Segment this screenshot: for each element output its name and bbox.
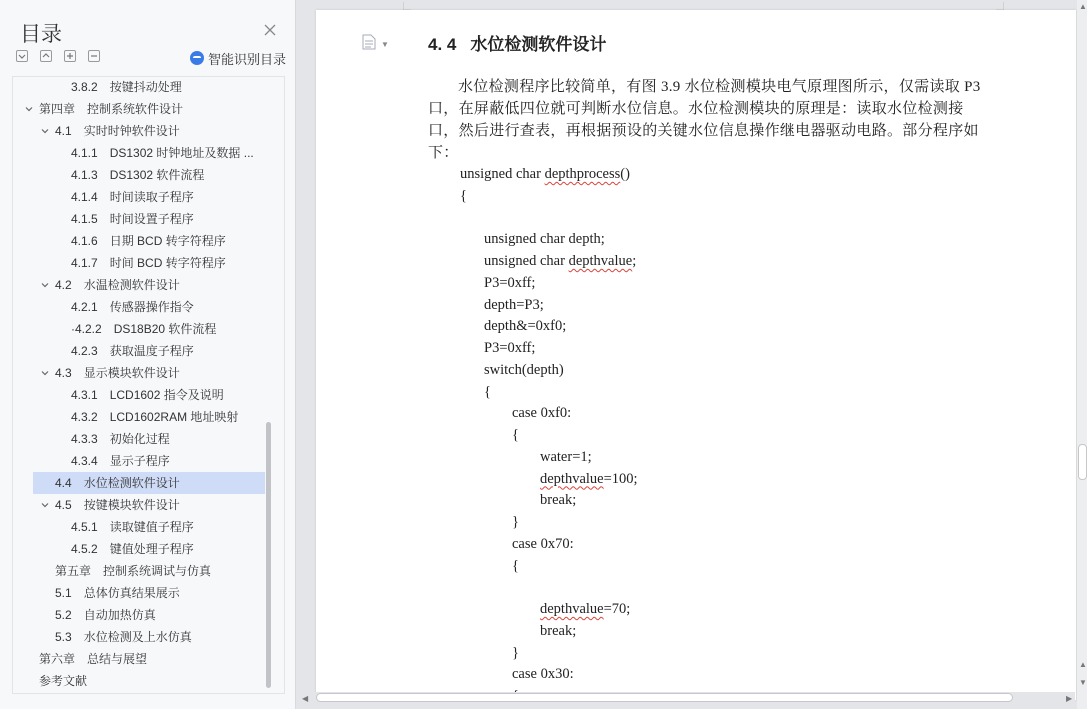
- toc-item-number: 5.2: [55, 608, 72, 622]
- expand-all-icon[interactable]: [40, 50, 52, 62]
- spellcheck-word[interactable]: depthvalue: [568, 253, 633, 269]
- toc-item-text: 按键模块软件设计: [83, 498, 180, 512]
- toc-item[interactable]: [13, 450, 271, 472]
- code-line: unsigned char depthprocess(): [460, 166, 630, 182]
- toc-item-label: [71, 406, 238, 428]
- toc-item[interactable]: [13, 538, 271, 560]
- toc-item-number: 第四章: [39, 102, 76, 116]
- toc-item-label: [71, 76, 182, 98]
- toc-item-label: [71, 142, 254, 164]
- toc-item-text: DS18B20 软件流程: [113, 322, 217, 336]
- margin-corner-mark: [403, 2, 411, 10]
- toc-item-number: 第五章: [55, 564, 92, 578]
- toc-item-label: [71, 384, 224, 406]
- code-line: P3=0xff;: [484, 340, 536, 356]
- toc-item[interactable]: [13, 406, 271, 428]
- toc-item[interactable]: [13, 494, 271, 516]
- section-heading: [428, 30, 606, 55]
- toc-item[interactable]: [13, 252, 271, 274]
- toc-panel: [0, 0, 296, 709]
- toc-item-label: [55, 582, 180, 604]
- code-line: case 0x30:: [512, 666, 574, 683]
- code-line: P3=0xff;: [484, 274, 536, 291]
- toc-item-number: 4.1.5: [71, 212, 98, 226]
- toc-item-number: ·4.2.2: [71, 322, 102, 336]
- toc-item[interactable]: [13, 98, 271, 120]
- code-line: case 0xf0:: [512, 405, 572, 422]
- toc-item-label: [71, 340, 194, 362]
- toc-item[interactable]: [13, 186, 271, 208]
- toc-item[interactable]: [13, 560, 271, 582]
- toc-scrollbar[interactable]: [266, 422, 271, 688]
- spellcheck-word[interactable]: depthvalue: [540, 470, 604, 487]
- toc-item-number: 4.2.3: [71, 344, 98, 358]
- toc-item-label: [71, 252, 226, 274]
- toc-item[interactable]: [13, 604, 271, 626]
- code-line: unsigned char depthvalue;: [484, 253, 637, 269]
- toc-item-text: DS1302 时钟地址及数据 ...: [109, 146, 254, 160]
- chevron-down-icon[interactable]: [41, 501, 49, 509]
- toc-item-text: 总体仿真结果展示: [83, 586, 180, 600]
- toc-item-label: [71, 428, 170, 450]
- toc-item[interactable]: [13, 142, 271, 164]
- smart-toc-label: 智能识别目录: [208, 51, 287, 67]
- toc-item-number: 4.5.1: [71, 520, 98, 534]
- toc-item-label: [55, 604, 156, 626]
- toc-item[interactable]: [13, 648, 271, 670]
- code-line: {: [484, 383, 491, 400]
- code-line: water=1;: [540, 448, 592, 465]
- toc-item-number: 4.2: [55, 278, 72, 292]
- toc-item-label: [39, 98, 183, 120]
- toc-item-label: [71, 318, 216, 340]
- vertical-scrollbar[interactable]: [1077, 0, 1087, 709]
- toc-item-number: 5.3: [55, 630, 72, 644]
- toc-item-label: [55, 274, 180, 296]
- toc-item-label: [71, 516, 194, 538]
- toc-item-number: 4.2.1: [71, 300, 98, 314]
- code-line: {: [512, 427, 519, 443]
- scroll-up-icon[interactable]: ▲: [1079, 2, 1087, 11]
- toc-item[interactable]: [13, 362, 271, 384]
- smart-toc-button[interactable]: [190, 49, 286, 67]
- toc-item-text: LCD1602RAM 地址映射: [109, 410, 239, 424]
- toc-item-number: 4.5.2: [71, 542, 98, 556]
- code-line: {: [512, 557, 519, 574]
- toc-item-text: 参考文献: [39, 674, 88, 688]
- code-line: unsigned char depth;: [484, 231, 605, 248]
- toc-item-label: [55, 626, 192, 648]
- toc-item-text: 获取温度子程序: [109, 344, 194, 358]
- toc-item[interactable]: [13, 230, 271, 252]
- toc-item-text: 水温检测软件设计: [83, 278, 180, 292]
- code-line: {: [460, 187, 467, 204]
- toc-item-text: 控制系统调试与仿真: [103, 564, 212, 578]
- toc-item-text: 实时时钟软件设计: [83, 124, 180, 138]
- toc-item-text: DS1302 软件流程: [109, 168, 205, 182]
- ai-icon: [190, 51, 204, 65]
- scroll-right-icon[interactable]: ▶: [1066, 694, 1073, 703]
- toc-item-text: 日期 BCD 转字符程序: [109, 234, 226, 248]
- toc-item-number: 4.3.4: [71, 454, 98, 468]
- toc-item-text: 时间设置子程序: [109, 212, 194, 226]
- toc-item-number: 4.3: [55, 366, 72, 380]
- horizontal-scroll-thumb[interactable]: [316, 693, 1013, 702]
- toc-item-number: 4.1.7: [71, 256, 98, 270]
- toc-item-text: 读取键值子程序: [109, 520, 194, 534]
- toc-title: 目录: [20, 23, 62, 46]
- toc-item[interactable]: [13, 626, 271, 648]
- toc-item-number: 4.1.4: [71, 190, 98, 204]
- toc-item-text: 水位检测及上水仿真: [83, 630, 192, 644]
- collapse-all-icon[interactable]: [16, 50, 28, 62]
- toc-item[interactable]: [33, 472, 265, 494]
- toc-item[interactable]: [13, 76, 271, 98]
- toc-item-text: 时间 BCD 转字符程序: [109, 256, 226, 270]
- toc-item-text: 传感器操作指令: [109, 300, 194, 314]
- toc-item[interactable]: [13, 318, 271, 340]
- toc-item[interactable]: [13, 384, 271, 406]
- toc-item-text: 显示模块软件设计: [83, 366, 180, 380]
- toc-item-number: 4.3.1: [71, 388, 98, 402]
- toc-item-number: 4.1.6: [71, 234, 98, 248]
- toc-item-label: [71, 296, 194, 318]
- code-line: break;: [540, 622, 577, 639]
- code-line: depthvalue=100;: [540, 470, 638, 487]
- toc-item-label: [71, 164, 204, 186]
- toc-item-label: [71, 208, 194, 230]
- remove-heading-icon[interactable]: [88, 50, 100, 62]
- scroll-left-icon[interactable]: ◀: [302, 694, 309, 703]
- toc-item[interactable]: [13, 208, 271, 230]
- code-line: case 0x70:: [512, 535, 574, 552]
- toc-item[interactable]: [13, 274, 271, 296]
- toc-item-text: 按键抖动处理: [109, 80, 182, 94]
- toc-item-label: [71, 538, 194, 560]
- close-icon[interactable]: [262, 22, 278, 38]
- chevron-down-icon[interactable]: [41, 127, 49, 135]
- code-line: depth=P3;: [484, 296, 544, 313]
- toc-item-text: 显示子程序: [109, 454, 170, 468]
- paragraph-menu-icon[interactable]: [362, 34, 376, 50]
- toc-item-label: [39, 648, 147, 670]
- add-heading-icon[interactable]: [64, 50, 76, 62]
- heading-number: 4. 4: [428, 35, 457, 54]
- toc-item-number: 4.5: [55, 498, 72, 512]
- chevron-down-icon[interactable]: [25, 105, 33, 113]
- spellcheck-word[interactable]: depthprocess: [544, 166, 621, 182]
- prev-page-icon[interactable]: ▲: [1079, 660, 1087, 669]
- code-line: depth&=0xf0;: [484, 318, 567, 335]
- code-line: switch(depth): [484, 361, 564, 378]
- toc-item-text: LCD1602 指令及说明: [109, 388, 224, 402]
- toc-item[interactable]: [13, 516, 271, 538]
- chevron-down-icon[interactable]: [41, 281, 49, 289]
- toc-item-number: 4.3.3: [71, 432, 98, 446]
- toc-item-label: [71, 450, 170, 472]
- toc-item-label: [55, 362, 180, 384]
- toc-item-text: 总结与展望: [87, 652, 148, 666]
- toc-item-text: 时间读取子程序: [109, 190, 194, 204]
- code-line: depthvalue=70;: [540, 601, 631, 617]
- toc-item-text: 自动加热仿真: [83, 608, 156, 622]
- toc-item-label: [55, 494, 180, 516]
- toc-item-label: [55, 560, 211, 582]
- toc-item-text: 水位检测软件设计: [83, 476, 180, 490]
- toc-item-number: 3.8.2: [71, 80, 98, 94]
- vertical-scroll-thumb[interactable]: [1078, 444, 1087, 480]
- margin-corner-mark: [996, 2, 1004, 10]
- heading-text: 水位检测软件设计: [470, 35, 607, 54]
- toc-item-label: [71, 230, 226, 252]
- toc-item[interactable]: [13, 428, 271, 450]
- toc-item-number: 4.1.1: [71, 146, 98, 160]
- toc-item-text: 初始化过程: [109, 432, 170, 446]
- toc-item-label: [55, 120, 180, 142]
- next-page-icon[interactable]: ▼: [1079, 678, 1087, 687]
- toc-item-number: 4.1: [55, 124, 72, 138]
- code-line: }: [512, 644, 519, 661]
- toc-item[interactable]: [13, 340, 271, 362]
- toc-item-number: 4.3.2: [71, 410, 98, 424]
- toc-item-number: 5.1: [55, 586, 72, 600]
- toc-item-text: 控制系统软件设计: [87, 102, 184, 116]
- toc-item-text: 键值处理子程序: [109, 542, 194, 556]
- toc-item-label: [39, 670, 87, 692]
- body-paragraph: 水位检测程序比较简单，有图 3.9 水位检测模块电气原理图所示，仅需读取 P3 口，在屏蔽低四位就可判断水位信息。水位检测模块的原理是：读取水位检测接口，然后进行查表，再根据预设的关键水位信息操作继电器驱动电路。部分程序如下：: [428, 79, 981, 161]
- toc-item[interactable]: [13, 582, 271, 604]
- toc-item[interactable]: [13, 164, 271, 186]
- toc-item[interactable]: [13, 296, 271, 318]
- toc-item-number: 4.1.3: [71, 168, 98, 182]
- toc-item-number: 4.4: [55, 476, 72, 490]
- toc-item[interactable]: [13, 120, 271, 142]
- toc-list: [12, 76, 285, 694]
- toc-item-number: 第六章: [39, 652, 76, 666]
- toc-item-label: [55, 472, 180, 494]
- chevron-down-icon: ▼: [381, 40, 389, 49]
- code-line: }: [512, 514, 519, 530]
- toc-item-label: [71, 186, 194, 208]
- spellcheck-word[interactable]: depthvalue: [540, 601, 604, 617]
- code-line: break;: [540, 492, 577, 509]
- toc-item[interactable]: [13, 670, 271, 692]
- chevron-down-icon[interactable]: [41, 369, 49, 377]
